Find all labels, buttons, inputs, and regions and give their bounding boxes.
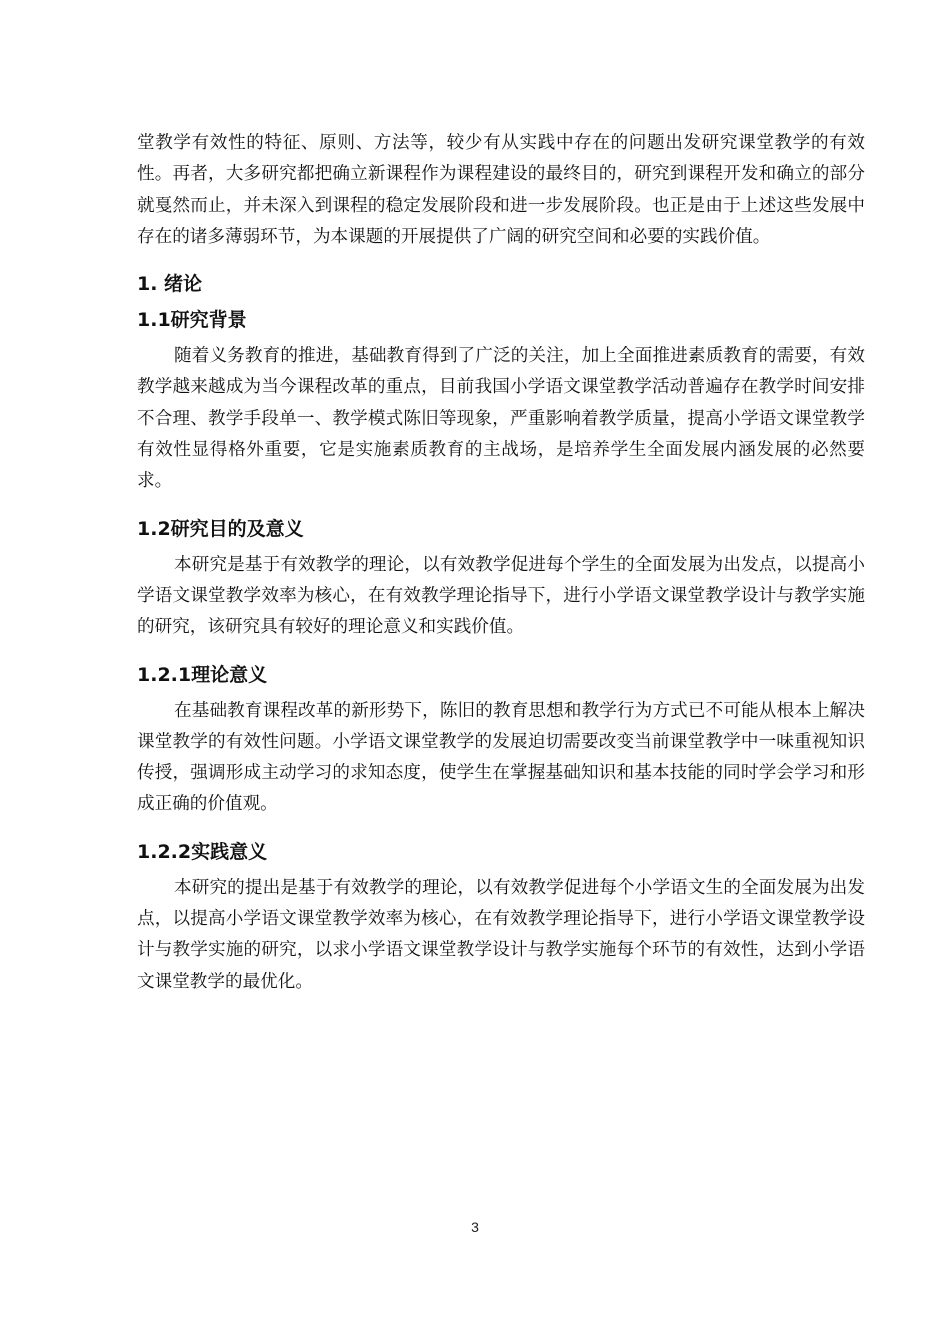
page-body <box>137 128 865 998</box>
page-number: 3 <box>471 1219 479 1235</box>
intro-paragraph: 堂教学有效性的特征、原则、方法等，较少有从实践中存在的问题出发研究课堂教学的有效性。再者，大多研究都把确立新课程作为课程建设的最终目的，研究到课程开发和确立的部分就戛然而止，并未深入到课程的稳定发展阶段和进一步发展阶段。也正是由于上述这些发展中存在的诸多薄弱环节，为本课题的开展提供了广阔的研究空间和必要的实践价值。 <box>137 133 865 247</box>
paragraph-research-purpose: 本研究是基于有效教学的理论，以有效教学促进每个学生的全面发展为出发点，以提高小学语文课堂教学效率为核心，在有效教学理论指导下，进行小学语文课堂教学设计与教学实施的研究，该研究具有较好的理论意义和实践价值。 <box>137 554 865 638</box>
heading-practical-significance: 1.2.2实践意义 <box>137 840 268 863</box>
heading-theoretical-significance: 1.2.1理论意义 <box>137 663 268 686</box>
heading-introduction: 1. 绪论 <box>137 273 203 296</box>
paragraph-research-background: 随着义务教育的推进，基础教育得到了广泛的关注，加上全面推进素质教育的需要，有效教学越来越成为当今课程改革的重点，目前我国小学语文课堂教学活动普遍存在教学时间安排不合理、教学手段单一、教学模式陈旧等现象，严重影响着教学质量，提高小学语文课堂教学有效性显得格外重要，它是实施素质教育的主战场，是培养学生全面发展内涵发展的必然要求。 <box>137 346 865 492</box>
heading-research-background: 1.1研究背景 <box>137 309 247 332</box>
paragraph-theoretical-significance: 在基础教育课程改革的新形势下，陈旧的教育思想和教学行为方式已不可能从根本上解决课堂教学的有效性问题。小学语文课堂教学的发展迫切需要改变当前课堂教学中一味重视知识传授，强调形成主动学习的求知态度，使学生在掌握基础知识和基本技能的同时学会学习和形成正确的价值观。 <box>137 700 865 815</box>
heading-research-purpose: 1.2研究目的及意义 <box>137 517 304 540</box>
paragraph-practical-significance: 本研究的提出是基于有效教学的理论，以有效教学促进每个小学语文生的全面发展为出发点，以提高小学语文课堂教学效率为核心，在有效教学理论指导下，进行小学语文课堂教学设计与教学实施的研究，以求小学语文课堂教学设计与教学实施每个环节的有效性，达到小学语文课堂教学的最优化。 <box>137 877 865 992</box>
